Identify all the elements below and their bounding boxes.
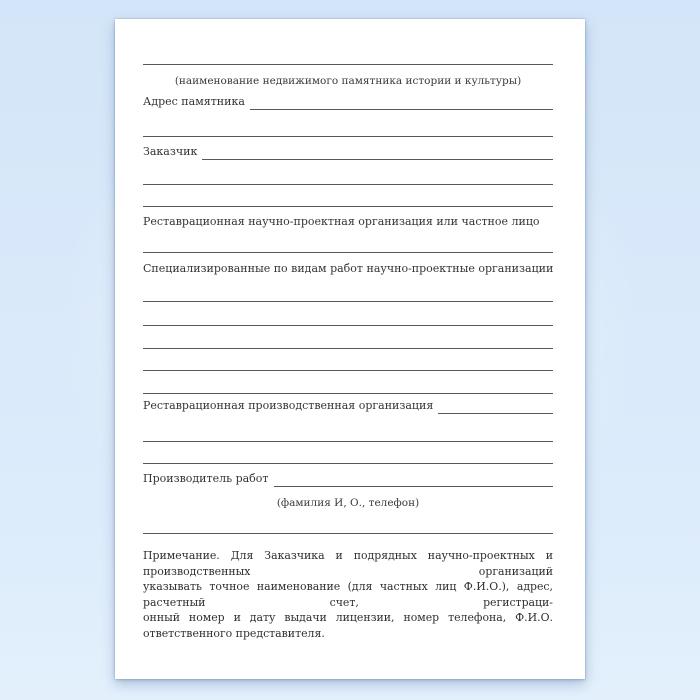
document-page bbox=[115, 19, 585, 679]
form-field-row bbox=[143, 144, 553, 160]
blank-underline bbox=[143, 426, 553, 442]
caption-text: (наименование недвижимого памятника истории и культуры) bbox=[174, 75, 522, 87]
blank-underline bbox=[143, 518, 553, 534]
fill-in-line bbox=[274, 471, 553, 487]
note-paragraph bbox=[143, 548, 553, 641]
field-label: Производитель работ bbox=[143, 472, 269, 485]
field-label-row: Реставрационная научно-проектная организация или частное лицо bbox=[143, 215, 540, 228]
form-field-row bbox=[143, 398, 553, 414]
fill-in-line bbox=[438, 398, 553, 414]
form-content bbox=[143, 19, 553, 641]
field-label-row: Специализированные по видам работ научно-проектные организации bbox=[143, 262, 554, 275]
blank-underline bbox=[143, 355, 553, 371]
blank-underline bbox=[143, 448, 553, 464]
blank-underline bbox=[143, 49, 553, 65]
blank-underline bbox=[143, 333, 553, 349]
blank-underline bbox=[143, 169, 553, 185]
blank-underline bbox=[143, 310, 553, 326]
blank-underline bbox=[143, 378, 553, 394]
caption-text: (фамилия И, О., телефон) bbox=[276, 497, 420, 509]
field-label: Адрес памятника bbox=[143, 95, 245, 108]
form-field-row bbox=[143, 94, 553, 110]
form-field-row bbox=[143, 471, 553, 487]
fill-in-line bbox=[202, 144, 553, 160]
blank-underline bbox=[143, 286, 553, 302]
field-label: Заказчик bbox=[143, 145, 198, 158]
blank-underline bbox=[143, 191, 553, 207]
note-line: указывать точное наименование (для частных лиц Ф.И.О.), адрес, расчетный счет, регистраци- bbox=[143, 580, 553, 609]
blank-underline bbox=[143, 121, 553, 137]
blank-underline bbox=[143, 237, 553, 253]
note-line: онный номер и дату выдачи лицензии, номер телефона, Ф.И.О. ответственного представителя. bbox=[143, 611, 553, 640]
fill-in-line bbox=[250, 94, 553, 110]
note-line: Примечание. Для Заказчика и подрядных научно-проектных и производственных организаций bbox=[143, 549, 553, 578]
field-label: Реставрационная производственная организация bbox=[143, 399, 434, 412]
